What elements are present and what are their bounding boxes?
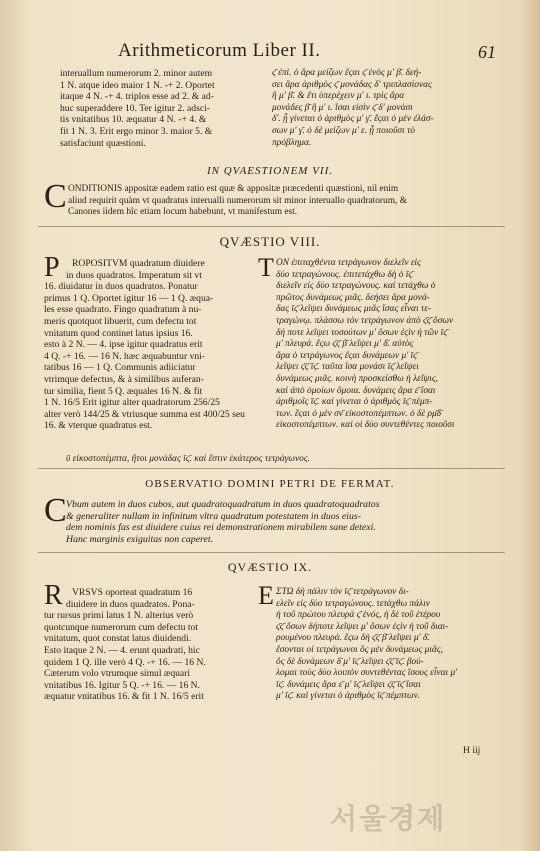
text-line: vnitatibus 16. Igitur 5 Q. -+ 16. — 16 N. <box>44 679 200 691</box>
text-line: ἀριθμοῖς ῑς̄. καὶ γίνεται ὁ ἀριθμὸς ῑς̄ πέμπ- <box>276 397 433 408</box>
initial-letter: C <box>44 178 67 215</box>
text-line: ἢ μ' β̄. & ἔτι ὑπερέχειν μ' ι. τρὶς ἄρα <box>272 91 405 102</box>
text-line: dem nominis fas est diuidere cuius rei demonstrationem mirabilem sane detexi. <box>66 522 376 534</box>
text-line: interuallum numerorum 2. minor autem <box>60 68 213 79</box>
text-line: esto à 2 N. — 4. ipse igitur quadratus erit <box>44 339 203 351</box>
text-line: VRSVS oporteat quadratum 16 <box>72 587 193 598</box>
divider <box>38 552 505 553</box>
section-heading: QVÆSTIO VIII. <box>219 234 321 249</box>
text-line: 16. diuidatur in duos quadratos. Ponatur <box>44 281 198 293</box>
text-line: satisfaciunt quæstioni. <box>60 137 146 149</box>
commentary-paragraph <box>68 184 508 219</box>
text-line: vnitatum quod continet latus ipsius 16. <box>44 327 193 339</box>
text-line: Vbum autem in duos cubos, aut quadratoquadratum in duos quadratoquadratos <box>66 499 380 510</box>
divider <box>38 226 505 227</box>
text-line: vnitatum, quot constat latus diuidendi. <box>44 633 192 645</box>
top-latin-column <box>60 68 260 149</box>
page-number: 61 <box>478 42 496 62</box>
greek-tail-line: ῡ εἰκοστοπέμπτα, ἤτοι μονάδας ῑς̄. καὶ ἔστιν ἑκάτερος τετράγωνος. <box>66 454 310 464</box>
text-line: ONDITIONIS appositæ eadem ratio est quæ & appositæ præcedenti quæstioni, nil enim <box>68 184 399 194</box>
signature-mark: H iij <box>463 745 481 756</box>
text-line: les esse quadrato. Fingo quadratum à nu- <box>44 304 202 316</box>
text-line: aliud requirit quàm vt quadratus interualli numerorum sit minor interuallo quadratorum, & <box>68 195 407 206</box>
text-line: tis vnitatibus 10. æquatur 4 N. -+ 4. & <box>60 114 207 126</box>
text-line: ἔσονται οἱ τετράγωνοι ὃς μὲν δυνάμεως μιᾶς, <box>276 644 443 655</box>
text-line: λεῖψει ς̄ς̄ ῑς̄. ταῦτα ἴσα μονάσι ῑς̄ λεῖψει <box>276 362 419 373</box>
text-line: 16. & vterque quadratus est. <box>44 420 153 432</box>
running-head: Arithmeticorum Liber II. <box>118 40 321 61</box>
text-line: τραγώνῳ. πλάσσω τὸν τετράγωνον ἀπὸ ς̄ς̄ ὅσων <box>276 315 454 326</box>
initial-letter: T <box>258 253 274 282</box>
text-line: εἰκοστοπέμπτων. καὶ οἱ δύο συντεθέντες ποιοῦσι <box>276 420 455 431</box>
text-line: σων μ' γ̄. ὁ δὲ μείζων μ' ε. ᾗ ποιοῦσι τὸ <box>272 125 416 136</box>
section-heading: IN QVAESTIONEM VII. <box>206 165 334 177</box>
text-line: tatibus 16 — 1 Q. Communis adiiciatur <box>44 362 196 374</box>
divider <box>38 468 505 469</box>
section-heading: OBSERVATIO DOMINI PETRI DE FERMAT. <box>145 478 395 490</box>
text-line: καὶ ἀπὸ ὁμοίων ὅμοια. δυνάμεις ἄρα ε̄ ἴσαι <box>276 385 436 396</box>
text-line: alter verò 144/25 & vtriusque summa est 400/25 seu <box>44 408 245 420</box>
text-line: vtrimque defectus, & à similibus auferan- <box>44 373 204 385</box>
text-line: πρόβλημα. <box>272 137 312 148</box>
text-line: ρουμένου πλευρά. ἔςω δὴ ς̄ς̄ β̄ λεῖψει μ' δ̄. <box>276 633 430 644</box>
text-line: fit 1 N. 3. Erit ergo minor 3. maior 5. & <box>60 125 213 137</box>
text-line: quidem 1 Q. ille verò 4 Q. -+ 16. — 16 N. <box>44 656 206 668</box>
text-line: tur rursus primi latus 1 N. alterius verò <box>44 610 194 622</box>
text-line: æquatur vnitatibus 16. & fit 1 N. 16/5 erit <box>44 691 204 703</box>
text-line: ελεῖν εἰς δύο τετραγώνους. τετάχθω πάλιν <box>276 598 430 609</box>
latin-column <box>44 258 260 432</box>
text-line: tur similia, fient 5 Q. æquales 16 N. & fit <box>44 385 203 397</box>
watermark-text: 서울경제 <box>330 802 447 835</box>
text-line: ἡ τοῦ πρώτου πλευρὰ ς̄ ἑνός, ἡ δὲ τοῦ ἑτέρου <box>276 610 441 621</box>
text-line: των. ἔςαι ὁ μὲν σν̄ εἰκοστοπέμπτων. ὁ δὲ ρμ̄δ̄ <box>276 408 442 419</box>
text-line: σει ἄρα ἀριθμὸς ς̄ μονάδας δ' τριπλασίονας <box>272 79 432 90</box>
text-line: ὃς δὲ δυνάμεων δ̄ μ' ῑς̄ λεῖψει ς̄ς̄ ῑς̄. βού- <box>276 656 424 667</box>
text-line: μ' πλευρά. ἔςω ς̄ς̄ β̄ λεῖψει μ' δ̄. αὐτὸς <box>276 339 414 350</box>
text-line: Esto itaque 2 N. — 4. erunt quadrati, hic <box>44 644 200 656</box>
text-line: & generaliter nullam in infinitum vltra quadratum potestatem in duos eius- <box>66 510 361 522</box>
initial-letter: C <box>44 492 67 529</box>
text-line: δύο τετραγώνους. ἐπιτετάχθω δὴ ὁ ῑς̄ <box>276 269 413 280</box>
top-greek-column <box>272 68 508 149</box>
text-line: itaque 4 N. -+ 4. triplos esse ad 2. & ad- <box>60 91 214 103</box>
greek-column <box>276 258 508 432</box>
text-line: quotcunque numerorum cum defectu tot <box>44 621 198 633</box>
latin-column <box>44 587 260 703</box>
initial-letter: E <box>258 581 274 610</box>
section-heading: QVÆSTIO IX. <box>227 560 313 574</box>
text-line: meris quotquot libuerit, cum defectu tot <box>44 315 197 327</box>
initial-letter: R <box>44 580 63 611</box>
text-line: ΣΤΩ δὴ πάλιν τὸν ῑς̄ τετράγωνον δι- <box>276 587 409 597</box>
text-line: δ'. ᾗ γίνεται ὁ ἀριθμὸς μ' γ̄. ἔςαι ὁ μὲν ἐλάσ- <box>272 114 434 125</box>
text-line: Hanc marginis exiguitas non caperet. <box>66 533 214 545</box>
text-line: ῑς̄. δυνάμεις ἄρα ε̄ μ' ῑς̄ λεῖψει ς̄ς̄ ῑς̄ ἴσαι <box>276 679 421 690</box>
text-line: Canones iidem hîc etiam locum habebunt, vt manifestum est. <box>68 207 298 218</box>
text-line: diuidere in duos quadratos. Pona- <box>66 598 195 610</box>
text-line: δή ποτε λεῖψει τοσούτων μ' ὅσων ἐςὶν ἡ τῶν ῑς̄ <box>276 327 448 338</box>
greek-column <box>276 587 508 703</box>
text-line: διελεῖν εἰς δύο τετραγώνους. καὶ τετάχθω ὁ <box>276 281 436 292</box>
text-line: μονάδες β̄ ἢ μ' ι. ἴσαι εἰσὶν ς̄ δ' μονάσι <box>272 102 413 113</box>
text-line: πρῶτος δυνάμεως μιᾶς. δεήσει ἄρα μονά- <box>276 292 430 303</box>
text-line: ON ἐπιταχθέντα τετράγωνον διελεῖν εἰς <box>276 258 421 268</box>
text-line: primus 1 Q. Oportet igitur 16 — 1 Q. æqua- <box>44 292 214 304</box>
text-line: ς̄ ἐπὶ. ὁ ἄρα μείζων ἔςαι ς̄ ἑνὸς μ' β̄. δεή- <box>272 68 422 78</box>
text-line: λομαι τοὺς δύο λοιπὸν συντεθέντας ἴσους εἶναι μ' <box>276 668 458 679</box>
text-line: huc superaddere 10. Ter igitur 2. adsci- <box>60 102 210 114</box>
text-line: μ' ῑς̄. καὶ γίνεται ὁ ἀριθμὸς ῑς̄ πέμπτων. <box>276 691 421 702</box>
initial-letter: P <box>44 252 60 283</box>
fermat-observation <box>66 499 506 545</box>
text-line: Cæterum volo vtrumque simul æquari <box>44 668 191 680</box>
text-line: δυνάμεως μιᾶς. κοινὴ προσκείσθω ἡ λεῖψις, <box>276 373 439 384</box>
text-line: 1 N. 16/5 Erit igitur alter quadratorum 256/25 <box>44 397 220 409</box>
text-line: ROPOSITVM quadratum diuidere <box>72 258 205 269</box>
text-line: δας ῑς̄ λεῖψει δυνάμεως μιᾶς ἴσας εἶναι τε- <box>276 304 432 315</box>
text-line: 4 Q. -+ 16. — 16 N. hæc æquabuntur vni- <box>44 350 206 362</box>
text-line: ἄρα ὁ τετράγωνος ἔςαι δυνάμεων μ' ῑς̄ <box>276 350 417 361</box>
text-line: ς̄ς̄ ὅσων δήποτε λεῖψει μ' ὅσων ἐςὶν ἡ τοῦ διαι- <box>276 621 449 632</box>
text-line: 1 N. atque ideo maior 1 N. -+ 2. Oportet <box>60 79 215 91</box>
text-line: in duos quadratos. Imperatum sit vt <box>66 269 202 281</box>
